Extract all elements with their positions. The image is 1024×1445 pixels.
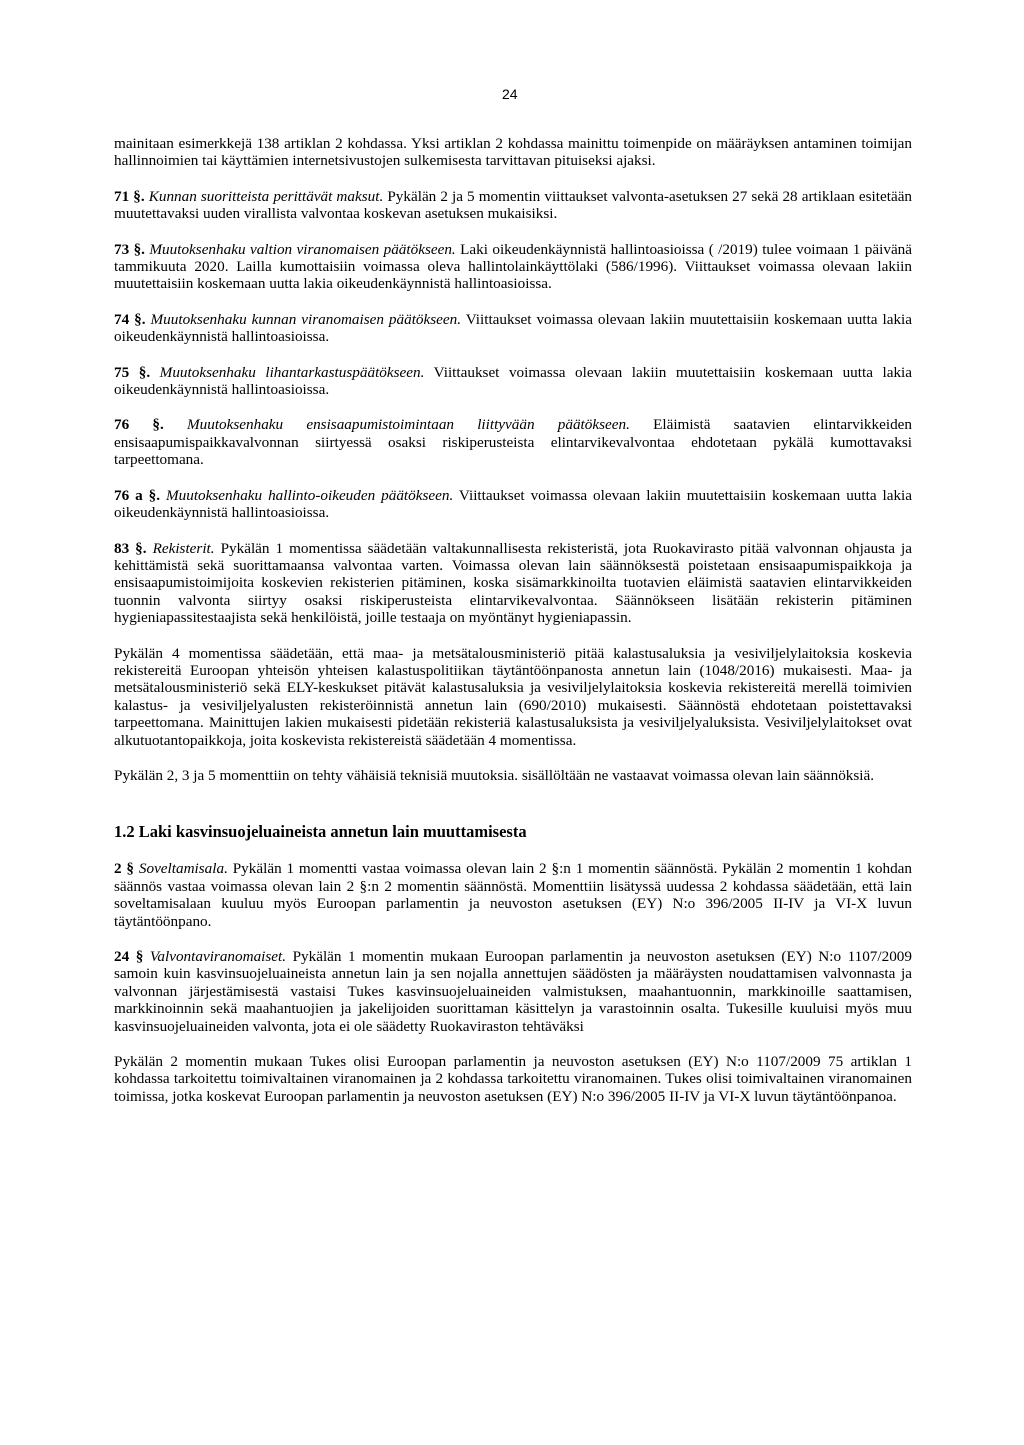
section-number: 83 §. — [114, 539, 147, 557]
paragraph-24-moment-2: Pykälän 2 momentin mukaan Tukes olisi Euroopan parlamentin ja neuvoston asetuksen (EY) N:o 1107/2009 75 artiklan 1 kohdassa tarkoitettu toimivaltainen viranomainen ja 2 kohdassa tarkoitettu viranomainen. Tukes olisi toimivaltainen viranomainen toimissa, jotka koskevat Euroopan parlamentin ja neuvoston asetuksen (EY) N:o 396/2005 II-IV ja VI-X luvun täytäntöönpanoa. — [114, 1053, 912, 1105]
paragraph-73 — [114, 241, 912, 293]
section-text: Pykälän 1 momentin mukaan Euroopan parlamentin ja neuvoston asetuksen (EY) N:o 1107/2009 samoin kuin kasvinsuojeluaineista annetun lain ja sen nojalla annettujen säädösten ja määräysten noudattamisen valvonnasta ja valvonnan järjestämisestä vastaisi Tukes kasvinsuojeluaineiden valmistuksen, maahantuonnin, markkinoille saattamisen, markkinoinnin sekä maahantuojien ja jakelijoiden suorittaman käsittelyn ja varastoinnin osalta. Tukesille kuuluisi myös muu kasvinsuojeluaineiden valvonta, jota ei ole säädetty Ruokaviraston tehtäväksi — [114, 948, 912, 1035]
paragraph-24 — [114, 948, 912, 1035]
section-number: 75 §. — [114, 363, 151, 381]
paragraph-83-moment-4: Pykälän 4 momentissa säädetään, että maa- ja metsätalousministeriö pitää kalastusaluksia ja vesiviljelylaitoksia koskevia rekistereitä Euroopan yhteisön yhteisen kalastuspolitiikan täytäntöönpanosta annetun lain (1048/2016) mukaisesti. Maa- ja metsätalousministeriö sekä ELY-keskukset pitävät kalastusaluksia ja vesiviljelylaitoksia koskevia rekistereitä merellä toimivien kalastus- ja vesiviljelyalusten rekisteröinnistä annetun lain (690/2010) mukaisesti. Säännöstä ehdotetaan poistettavaksi tarpeettomana. Mainittujen lakien mukaisesti pidetään rekisteriä kalastusaluksista ja vesiviljelyaluksista. Vesiviljelylaitokset ovat alkutuotantopaikkoja, joita koskevista rekistereistä säädetään 4 momentissa. — [114, 644, 912, 749]
paragraph-71 — [114, 188, 912, 223]
paragraph-74 — [114, 311, 912, 346]
section-heading: 1.2 Laki kasvinsuojeluaineista annetun lain muuttamisesta — [114, 822, 527, 842]
section-number: 2 § — [114, 860, 135, 878]
paragraph-83-moments-2-3-5: Pykälän 2, 3 ja 5 momenttiin on tehty vähäisiä teknisiä muutoksia. sisällöltään ne vastaavat voimassa olevan lain säännöksiä. — [114, 766, 875, 784]
section-number: 24 § — [114, 948, 144, 965]
section-text: Laki oikeudenkäynnistä hallintoasioissa ( /2019) tulee voimaan 1 päivänä tammikuuta 2020. Lailla kumottaisiin voimassa oleva hallintolainkäyttölaki (586/1996). Viittaukset voimassa olevaan lakiin muutettaisiin koskemaan uutta lakia oikeudenkäynnistä hallintoasioissa. — [114, 240, 913, 293]
paragraph-75 — [114, 364, 912, 399]
paragraph-83 — [114, 540, 912, 627]
paragraph-76a — [114, 487, 912, 522]
section-title: Muutoksenhaku kunnan viranomaisen päätökseen. — [150, 310, 462, 328]
paragraph-76 — [114, 416, 912, 468]
section-number: 73 §. — [114, 240, 145, 258]
section-text: Pykälän 1 momentissa säädetään valtakunnallisesta rekisteristä, jota Ruokavirasto pitää valvonnan ohjausta ja kehittämistä sekä suorittamaansa valvontaa varten. Voimassa olevan lain säännöksestä poistetaan ensisaapumispaikkoja ja ensisaapumistoimijoita koskevien rekisterien pitäminen, koska sisämarkkinoilta tuotavien eläimistä saatavien elintarvikkeiden tuonnin valvonta siirtyy osaksi riskiperusteista elintarvikevalvontaa. Säännökseen lisätään rekisterin pitäminen hygieniapassitestaajista sekä henkilöistä, joille testaaja on myöntänyt hygieniapassin. — [114, 539, 912, 627]
section-text: Viittaukset voimassa olevaan lakiin muutettaisiin koskemaan uutta lakia oikeudenkäynnistä hallintoasioissa. — [114, 310, 913, 346]
section-text: Eläimistä saatavien elintarvikkeiden ensisaapumispaikkavalvonnan siirtyessä osaksi riskiperusteista elintarvikevalvontaa ehdotetaan pykälä kumottavaksi tarpeettomana. — [114, 416, 913, 469]
section-title: Valvontaviranomaiset. — [149, 948, 287, 965]
section-number: 76 a §. — [114, 486, 161, 504]
section-title: Muutoksenhaku hallinto-oikeuden päätökseen. — [165, 486, 454, 504]
section-number: 74 §. — [114, 310, 146, 328]
section-text: Viittaukset voimassa olevaan lakiin muutettaisiin koskemaan uutta lakia oikeudenkäynnistä hallintoasioissa. — [114, 486, 913, 522]
section-title: Rekisterit. — [152, 539, 215, 557]
paragraph-intro: mainitaan esimerkkejä 138 artiklan 2 kohdassa. Yksi artiklan 2 kohdassa mainittu toimenpide on määräyksen antaminen toimijan hallinnoimien tai käyttämien internetsivustojen sulkemisesta tarvittavan pituiseksi ajaksi. — [114, 135, 912, 170]
section-title: Muutoksenhaku valtion viranomaisen päätökseen. — [149, 240, 456, 258]
section-number: 71 §. — [114, 187, 145, 205]
page-number: 24 — [502, 86, 518, 102]
document-body — [114, 135, 912, 1123]
paragraph-2 — [114, 860, 912, 930]
section-title: Muutoksenhaku lihantarkastuspäätökseen. — [159, 363, 425, 381]
section-number: 76 §. — [114, 416, 164, 434]
section-text: Pykälän 1 momentti vastaa voimassa olevan lain 2 §:n 1 momentin säännöstä. Pykälän 2 momentin 1 kohdan säännös vastaa voimassa olevan lain 2 §:n 2 momentin säännöstä. Momenttiin lisätyssä uudessa 2 kohdassa säädetään, että lain soveltamisalaan kuuluu myös Euroopan parlamentin ja neuvoston asetuksen (EY) N:o 396/2005 II-IV ja VI-X luvun täytäntöönpano. — [114, 860, 913, 930]
section-title: Soveltamisala. — [138, 860, 228, 878]
section-text: Pykälän 2 ja 5 momentin viittaukset valvonta-asetuksen 27 sekä 28 artiklaan esitetään muutettavaksi uuden virallista valvontaa koskevan asetuksen mukaisiksi. — [114, 187, 913, 223]
section-title: Muutoksenhaku ensisaapumistoimintaan liittyvään päätökseen. — [186, 416, 630, 434]
section-title: Kunnan suoritteista perittävät maksut. — [148, 187, 384, 205]
section-text: Viittaukset voimassa olevaan lakiin muutettaisiin koskemaan uutta lakia oikeudenkäynnistä hallintoasioissa. — [114, 363, 913, 399]
